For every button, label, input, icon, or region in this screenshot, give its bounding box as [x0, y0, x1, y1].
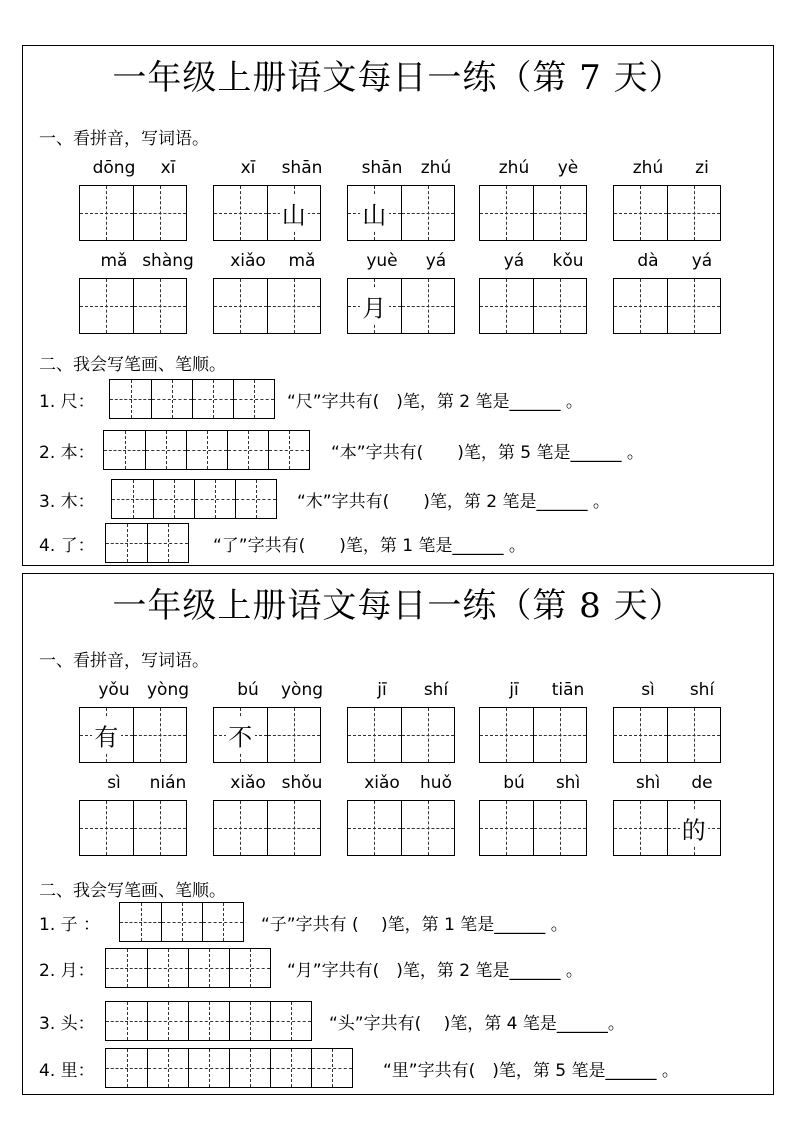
writing-box[interactable]	[79, 800, 187, 856]
writing-box[interactable]	[479, 800, 587, 856]
given-character: 山	[360, 196, 389, 231]
pinyin-syllable: mǎ	[288, 251, 316, 271]
writing-cell[interactable]	[214, 279, 267, 333]
pinyin-syllable: bú	[503, 773, 525, 793]
worksheet-day-7	[22, 45, 774, 566]
section-1-heading: 一、看拼音，写词语。	[39, 651, 209, 671]
pinyin-syllable: yè	[557, 158, 579, 178]
stroke-cell[interactable]	[145, 431, 186, 469]
writing-cell[interactable]	[667, 801, 721, 855]
writing-cell[interactable]	[133, 801, 187, 855]
stroke-cell[interactable]	[311, 1049, 352, 1087]
writing-cell[interactable]	[214, 708, 267, 762]
writing-cell[interactable]	[214, 186, 267, 240]
pinyin-syllable: shān	[361, 158, 403, 178]
pinyin-syllable: nián	[149, 773, 187, 793]
writing-box[interactable]	[613, 278, 721, 334]
worksheet-title: 一年级上册语文每日一练（第 8 天）	[112, 586, 684, 626]
writing-cell[interactable]	[348, 279, 401, 333]
pinyin-syllable: xī	[160, 158, 176, 178]
pinyin-syllable: yá	[425, 251, 447, 271]
pinyin-syllable: shí	[689, 680, 715, 700]
pinyin-syllable: zhú	[498, 158, 530, 178]
stroke-grid[interactable]	[105, 1001, 312, 1041]
stroke-cell[interactable]	[153, 480, 194, 518]
question-text: “里”字共有( )笔，第 5 笔是______ 。	[383, 1061, 679, 1081]
section-1-heading: 一、看拼音，写词语。	[39, 129, 209, 149]
stroke-cell[interactable]	[147, 1002, 188, 1040]
stroke-cell[interactable]	[188, 949, 229, 987]
question-text: “尺”字共有( )笔，第 2 笔是______ 。	[287, 392, 583, 412]
stroke-cell[interactable]	[104, 431, 145, 469]
pinyin-syllable: xiǎo	[230, 773, 266, 793]
pinyin-syllable: shí	[423, 680, 449, 700]
pinyin-syllable: yá	[503, 251, 525, 271]
given-character: 有	[92, 718, 121, 753]
writing-cell[interactable]	[214, 801, 267, 855]
stroke-cell[interactable]	[147, 1049, 188, 1087]
section-2-heading: 二、我会写笔画、笔顺。	[39, 355, 226, 375]
writing-cell[interactable]	[533, 708, 587, 762]
given-character: 不	[226, 718, 255, 753]
stroke-grid[interactable]	[111, 479, 277, 519]
writing-box[interactable]	[213, 707, 321, 763]
writing-box[interactable]	[79, 278, 187, 334]
stroke-cell[interactable]	[235, 480, 276, 518]
writing-cell[interactable]	[480, 801, 533, 855]
writing-cell[interactable]	[133, 186, 187, 240]
stroke-cell[interactable]	[229, 949, 270, 987]
stroke-grid[interactable]	[105, 948, 271, 988]
writing-cell[interactable]	[401, 186, 455, 240]
stroke-cell[interactable]	[120, 903, 161, 941]
writing-cell[interactable]	[267, 801, 321, 855]
question-label: 1. 尺：	[39, 392, 95, 412]
writing-box[interactable]	[213, 800, 321, 856]
writing-box[interactable]	[613, 185, 721, 241]
writing-cell[interactable]	[133, 708, 187, 762]
writing-cell[interactable]	[267, 279, 321, 333]
writing-cell[interactable]	[401, 801, 455, 855]
pinyin-syllable: xiǎo	[230, 251, 266, 271]
pinyin-syllable: yòng	[146, 680, 190, 700]
stroke-cell[interactable]	[147, 524, 188, 562]
writing-cell[interactable]	[667, 279, 721, 333]
pinyin-syllable: yá	[691, 251, 713, 271]
question-label: 4. 了：	[39, 536, 95, 556]
question-text: “本”字共有( )笔，第 5 笔是______ 。	[331, 443, 644, 463]
writing-cell[interactable]	[533, 279, 587, 333]
pinyin-syllable: sì	[641, 680, 655, 700]
writing-cell[interactable]	[667, 708, 721, 762]
writing-cell[interactable]	[267, 708, 321, 762]
stroke-grid[interactable]	[103, 430, 310, 470]
pinyin-syllable: bú	[237, 680, 259, 700]
question-label: 2. 月：	[39, 961, 95, 981]
pinyin-syllable: shì	[555, 773, 581, 793]
pinyin-syllable: jī	[509, 680, 519, 700]
pinyin-syllable: dà	[637, 251, 659, 271]
question-label: 3. 头：	[39, 1014, 95, 1034]
stroke-grid[interactable]	[119, 902, 244, 942]
given-character: 山	[280, 196, 309, 231]
pinyin-syllable: xiǎo	[364, 773, 400, 793]
question-label: 4. 里：	[39, 1061, 95, 1081]
pinyin-syllable: jī	[377, 680, 387, 700]
stroke-cell[interactable]	[151, 380, 192, 418]
pinyin-syllable: xī	[240, 158, 256, 178]
stroke-grid[interactable]	[105, 523, 189, 563]
stroke-cell[interactable]	[233, 380, 274, 418]
writing-box[interactable]	[613, 707, 721, 763]
pinyin-syllable: shān	[281, 158, 323, 178]
writing-cell[interactable]	[80, 186, 133, 240]
writing-box[interactable]	[79, 707, 187, 763]
stroke-cell[interactable]	[268, 431, 309, 469]
question-label: 3. 木：	[39, 492, 95, 512]
stroke-cell[interactable]	[147, 949, 188, 987]
stroke-grid[interactable]	[109, 379, 275, 419]
stroke-cell[interactable]	[106, 524, 147, 562]
question-text: “头”字共有( )笔，第 4 笔是______。	[329, 1014, 625, 1034]
writing-cell[interactable]	[401, 708, 455, 762]
given-character: 月	[360, 289, 389, 324]
pinyin-syllable: zhú	[632, 158, 664, 178]
stroke-cell[interactable]	[202, 903, 243, 941]
stroke-cell[interactable]	[270, 1002, 311, 1040]
pinyin-syllable: huǒ	[420, 773, 452, 793]
writing-box[interactable]	[213, 278, 321, 334]
pinyin-syllable: shǒu	[281, 773, 323, 793]
pinyin-syllable: dōng	[92, 158, 136, 178]
stroke-cell[interactable]	[270, 1049, 311, 1087]
writing-cell[interactable]	[667, 186, 721, 240]
stroke-cell[interactable]	[161, 903, 202, 941]
question-text: “木”字共有( )笔，第 2 笔是______ 。	[297, 492, 610, 512]
writing-cell[interactable]	[80, 801, 133, 855]
pinyin-syllable: sì	[107, 773, 121, 793]
stroke-grid[interactable]	[105, 1048, 353, 1088]
writing-cell[interactable]	[480, 279, 533, 333]
writing-cell[interactable]	[80, 708, 133, 762]
writing-cell[interactable]	[480, 186, 533, 240]
stroke-cell[interactable]	[106, 949, 147, 987]
writing-box[interactable]	[347, 185, 455, 241]
writing-cell[interactable]	[614, 708, 667, 762]
stroke-cell[interactable]	[227, 431, 268, 469]
question-label: 1. 子 ：	[39, 915, 101, 935]
question-text: “月”字共有( )笔，第 2 笔是______ 。	[287, 961, 583, 981]
writing-cell[interactable]	[80, 279, 133, 333]
stroke-cell[interactable]	[194, 480, 235, 518]
writing-cell[interactable]	[348, 801, 401, 855]
writing-box[interactable]	[213, 185, 321, 241]
writing-cell[interactable]	[348, 186, 401, 240]
stroke-cell[interactable]	[110, 380, 151, 418]
given-character: 的	[680, 811, 709, 846]
pinyin-syllable: shì	[635, 773, 661, 793]
pinyin-syllable: zhú	[420, 158, 452, 178]
writing-box[interactable]	[347, 278, 455, 334]
writing-box[interactable]	[479, 278, 587, 334]
writing-cell[interactable]	[533, 186, 587, 240]
pinyin-syllable: tiān	[551, 680, 585, 700]
pinyin-syllable: yuè	[366, 251, 398, 271]
stroke-cell[interactable]	[112, 480, 153, 518]
writing-box[interactable]	[613, 800, 721, 856]
pinyin-syllable: yǒu	[98, 680, 130, 700]
writing-cell[interactable]	[614, 186, 667, 240]
writing-box[interactable]	[347, 707, 455, 763]
pinyin-syllable: zi	[695, 158, 709, 178]
stroke-cell[interactable]	[188, 1002, 229, 1040]
writing-cell[interactable]	[614, 801, 667, 855]
stroke-cell[interactable]	[229, 1002, 270, 1040]
writing-box[interactable]	[479, 185, 587, 241]
stroke-cell[interactable]	[106, 1049, 147, 1087]
writing-cell[interactable]	[133, 279, 187, 333]
question-text: “子”字共有 ( )笔，第 1 笔是______ 。	[261, 915, 568, 935]
question-text: “了”字共有( )笔，第 1 笔是______ 。	[213, 536, 526, 556]
writing-cell[interactable]	[614, 279, 667, 333]
stroke-cell[interactable]	[188, 1049, 229, 1087]
writing-box[interactable]	[79, 185, 187, 241]
pinyin-syllable: de	[691, 773, 713, 793]
stroke-cell[interactable]	[106, 1002, 147, 1040]
pinyin-syllable: mǎ	[100, 251, 128, 271]
writing-cell[interactable]	[348, 708, 401, 762]
worksheet-title: 一年级上册语文每日一练（第 7 天）	[112, 58, 684, 98]
stroke-cell[interactable]	[186, 431, 227, 469]
section-2-heading: 二、我会写笔画、笔顺。	[39, 881, 226, 901]
stroke-cell[interactable]	[229, 1049, 270, 1087]
pinyin-syllable: yòng	[280, 680, 324, 700]
writing-box[interactable]	[479, 707, 587, 763]
writing-cell[interactable]	[480, 708, 533, 762]
writing-cell[interactable]	[267, 186, 321, 240]
pinyin-syllable: shàng	[142, 251, 194, 271]
question-label: 2. 本：	[39, 443, 95, 463]
worksheet-day-8	[22, 573, 774, 1095]
pinyin-syllable: kǒu	[552, 251, 584, 271]
stroke-cell[interactable]	[192, 380, 233, 418]
writing-cell[interactable]	[401, 279, 455, 333]
writing-box[interactable]	[347, 800, 455, 856]
writing-cell[interactable]	[533, 801, 587, 855]
